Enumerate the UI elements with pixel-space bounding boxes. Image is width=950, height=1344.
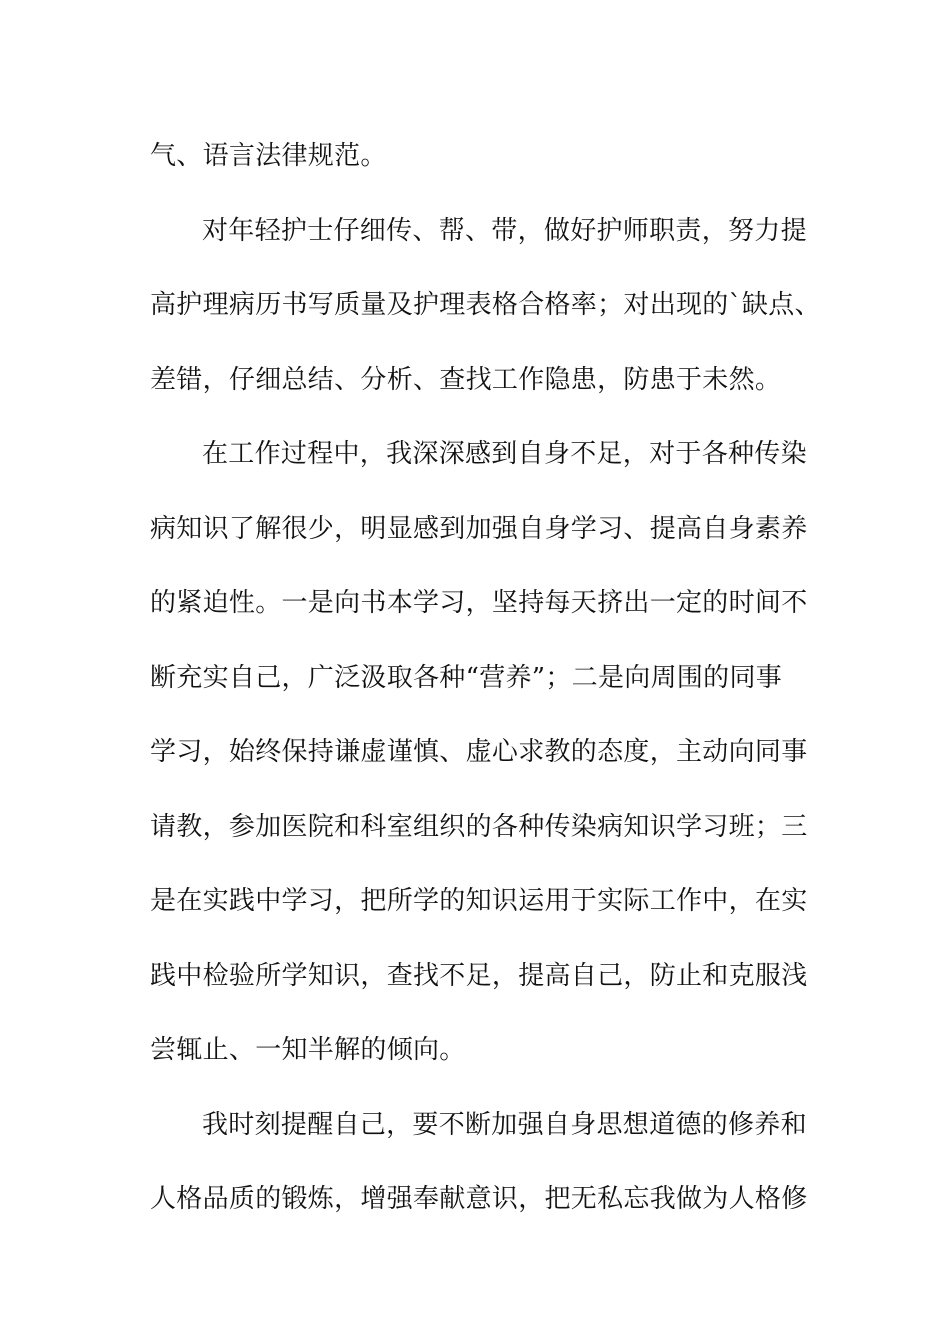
text-line: 病知识了解很少，明显感到加强自身学习、提高自身素养	[150, 513, 808, 544]
text-line: 对年轻护士仔细传、帮、带，做好护师职责，努力提	[202, 215, 807, 246]
text-line: 的紧迫性。一是向书本学习，坚持每天挤出一定的时间不	[150, 588, 808, 618]
text-line: 人格品质的锻炼，增强奉献意识，把无私忘我做为人格修	[150, 1184, 808, 1214]
text-line: 学习，始终保持谦虚谨慎、虚心求教的态度，主动向同事	[150, 737, 808, 767]
text-line: 请教，参加医院和科室组织的各种传染病知识学习班；三	[150, 811, 808, 842]
text-line: 践中检验所学知识，查找不足，提高自己，防止和克服浅	[150, 960, 808, 991]
text-line: 在工作过程中，我深深感到自身不足，对于各种传染	[202, 439, 807, 469]
text-line: 差错，仔细总结、分析、查找工作隐患，防患于未然。	[150, 364, 782, 395]
text-line: 气、语言法律规范。	[150, 141, 387, 171]
text-line: 高护理病历书写质量及护理表格合格率；对出现的`缺点、	[150, 290, 821, 320]
text-line: 尝辄止、一知半解的倾向。	[150, 1035, 466, 1065]
text-line: 我时刻提醒自己，要不断加强自身思想道德的修养和	[202, 1109, 807, 1140]
document-body	[150, 119, 821, 1237]
text-line: 是在实践中学习，把所学的知识运用于实际工作中，在实	[150, 886, 808, 916]
text-line: 断充实自己，广泛汲取各种“营养”；二是向周围的同事	[150, 662, 783, 693]
